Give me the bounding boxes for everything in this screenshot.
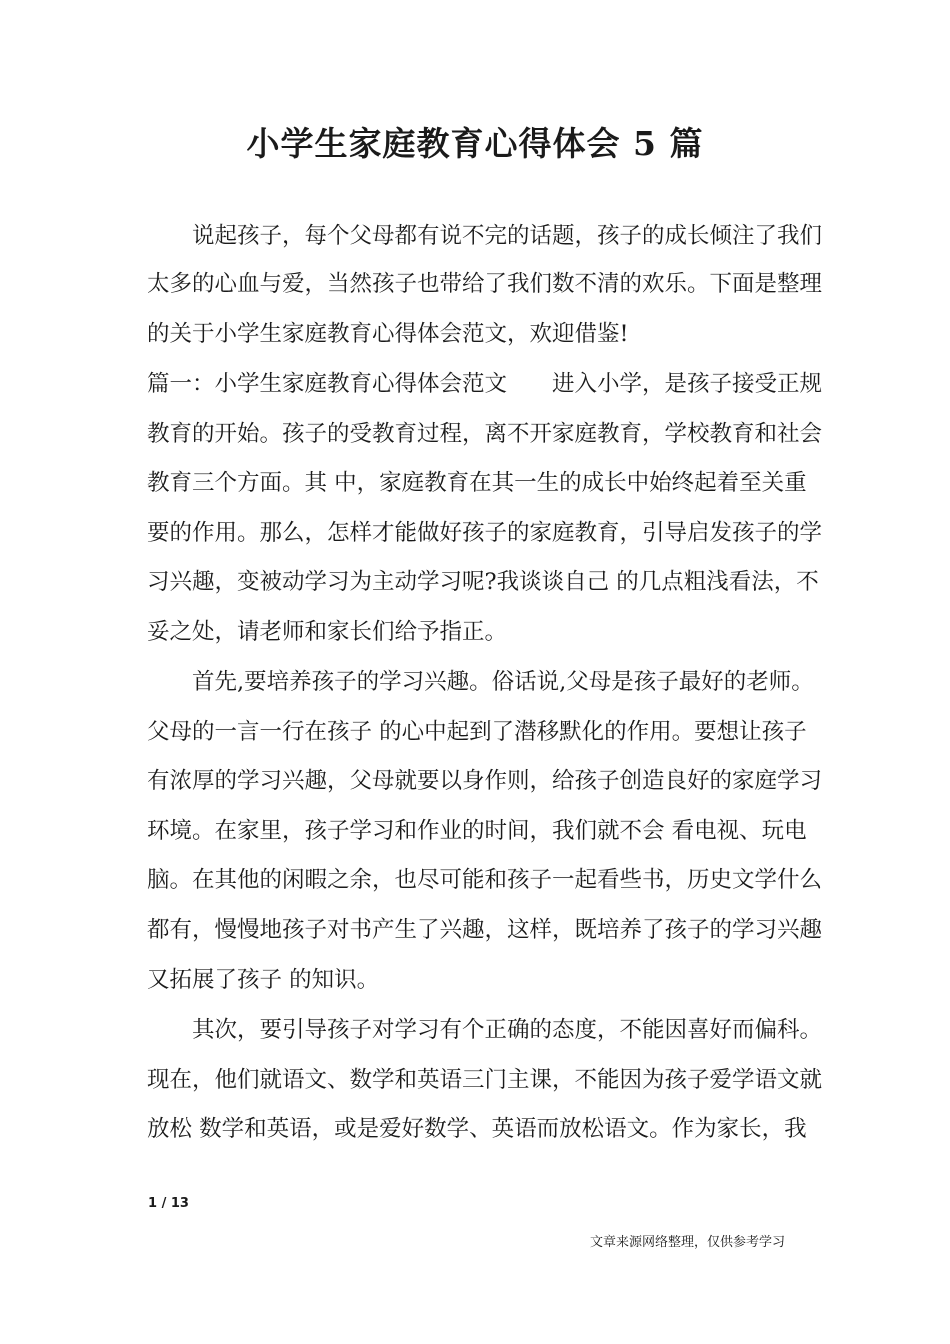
body-line: 放松 数学和英语，或是爱好数学、英语而放松语文。作为家长，我 [147,1116,807,1142]
document-title: 小学生家庭教育心得体会 5 篇 [246,124,704,163]
body-line: 又拓展了孩子 的知识。 [147,967,380,993]
body-line: 现在，他们就语文、数学和英语三门主课，不能因为孩子爱学语文就 [147,1067,823,1093]
body-line: 说起孩子，每个父母都有说不完的话题，孩子的成长倾注了我们 [192,223,823,249]
body-line: 教育三个方面。其 中，家庭教育在其一生的成长中始终起着至关重 [147,470,807,496]
footer-note: 文章来源网络整理，仅供参考学习 [590,1235,786,1250]
body-line: 习兴趣，变被动学习为主动学习呢?我谈谈自己 的几点粗浅看法，不 [147,569,819,595]
body-line: 妥之处，请老师和家长们给予指正。 [147,619,508,645]
body-line: 父母的一言一行在孩子 的心中起到了潜移默化的作用。要想让孩子 [147,719,807,745]
section-heading-line: 篇一：小学生家庭教育心得体会范文 进入小学，是孩子接受正规 [147,371,823,397]
body-line: 都有，慢慢地孩子对书产生了兴趣，这样，既培养了孩子的学习兴趣 [147,917,823,943]
body-line: 其次，要引导孩子对学习有个正确的态度，不能因喜好而偏科。 [192,1017,823,1043]
body-line: 的关于小学生家庭教育心得体会范文，欢迎借鉴! [147,321,629,347]
body-line: 环境。在家里，孩子学习和作业的时间，我们就不会 看电视、玩电 [147,818,807,844]
page-indicator: 1 / 13 [148,1196,189,1211]
body-line: 脑。在其他的闲暇之余，也尽可能和孩子一起看些书，历史文学什么 [147,867,823,893]
body-line: 要的作用。那么，怎样才能做好孩子的家庭教育，引导启发孩子的学 [147,520,823,546]
body-line: 首先,要培养孩子的学习兴趣。俗话说,父母是孩子最好的老师。 [192,669,814,695]
body-line: 教育的开始。孩子的受教育过程，离不开家庭教育，学校教育和社会 [147,421,823,447]
body-line: 有浓厚的学习兴趣，父母就要以身作则，给孩子创造良好的家庭学习 [147,768,823,794]
body-line: 太多的心血与爱，当然孩子也带给了我们数不清的欢乐。下面是整理 [147,271,823,297]
